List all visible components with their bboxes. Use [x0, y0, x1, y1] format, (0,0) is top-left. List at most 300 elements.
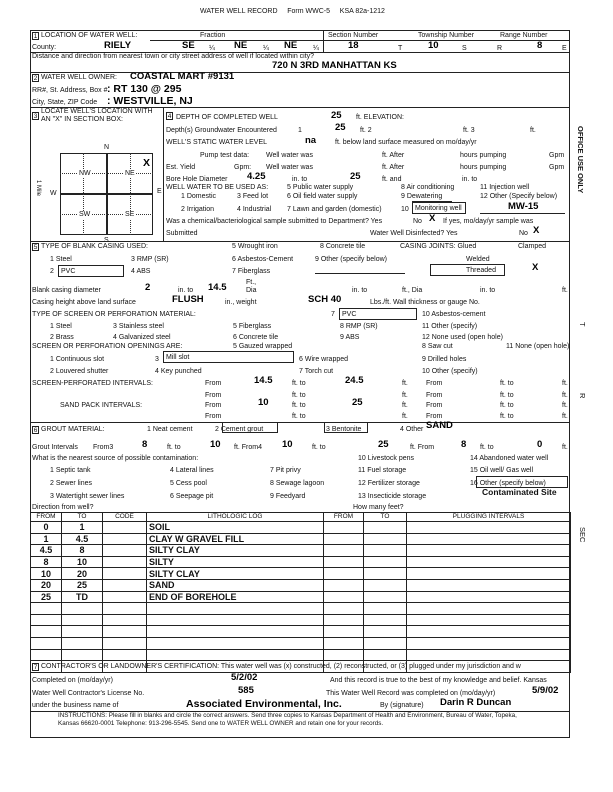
screen-7: 7: [331, 311, 335, 318]
grout-2-num: 2 Cement grout: [215, 426, 264, 433]
perf-row2-from: From: [205, 392, 222, 399]
nw-label: NW: [79, 170, 91, 177]
owner-label: WATER WELL OWNER:: [41, 74, 117, 81]
log-plug-to: [364, 649, 407, 661]
section-1-label: LOCATION OF WATER WELL:: [41, 32, 138, 39]
license-label: Water Well Contractor's License No.: [32, 690, 145, 697]
log-header-from: FROM: [31, 513, 62, 522]
grout-v4: 25: [378, 439, 389, 450]
log-from: [31, 649, 62, 661]
sand-ft-to: ft. to: [292, 402, 306, 409]
log-row: [31, 579, 571, 591]
locate-label-1: LOCATE WELL'S LOCATION WITH: [41, 108, 153, 115]
blank-dia-value: 2: [145, 282, 151, 293]
src-3: 3 Watertight sewer lines: [50, 493, 125, 500]
sand-ft-2: ft.: [562, 402, 568, 409]
owner-value: COASTAL MART #9131: [130, 71, 235, 82]
county-label: County:: [32, 44, 57, 51]
instructions-line-2: Kansas 66620-0001 Telephone: 913-296-5545. Send one to WATER WELL OWNER and retain one for your records.: [58, 720, 384, 727]
log-row: [31, 556, 571, 568]
use-4: 4 Industrial: [237, 206, 272, 213]
sand-row2-ft: ft.: [402, 413, 408, 420]
log-from: [31, 637, 62, 649]
pump-well-water: Well water was: [266, 152, 313, 159]
section-2-number: 2: [33, 75, 38, 82]
sand-pack-label: SAND PACK INTERVALS:: [60, 402, 143, 409]
log-plug-from: [324, 614, 364, 626]
use-2: 2 Irrigation: [181, 206, 215, 213]
log-from: 20: [31, 579, 62, 591]
opening-10: 10 Other (specify): [422, 368, 478, 375]
mile-label: 1 Mile: [35, 180, 41, 197]
pump-ft-after: ft. After: [382, 152, 405, 159]
side-sec-label: SEC: [578, 527, 587, 543]
log-plug-to: [364, 614, 407, 626]
use-7: 7 Lawn and garden (domestic): [287, 206, 382, 213]
license-value: 585: [238, 685, 254, 696]
casing-6: 6 Asbestos-Cement: [232, 256, 294, 263]
log-lithology: [147, 649, 324, 661]
r-label: R: [497, 45, 503, 52]
casing-type-label: TYPE OF BLANK CASING USED:: [41, 243, 148, 250]
ksa-number: KSA 82a-1212: [339, 8, 385, 15]
sand-row2-ft-to: ft. to: [292, 413, 306, 420]
log-lithology: SILTY CLAY: [147, 568, 324, 580]
bentonite-box: [324, 422, 368, 433]
submitted-label: Submitted: [166, 230, 198, 237]
log-plug-from: [324, 533, 364, 545]
screen-3: 3 Stainless steel: [113, 323, 164, 330]
use-3: 3 Feed lot: [237, 193, 269, 200]
use-9: 9 Dewatering: [401, 193, 443, 200]
log-row: [31, 568, 571, 580]
sand-from-label: From: [205, 402, 222, 409]
threaded-mark: X: [532, 262, 539, 273]
log-plug-to: [364, 545, 407, 557]
chem-no-label: No: [413, 218, 422, 225]
how-many-feet-label: How many feet?: [353, 504, 404, 511]
address-field: : RT 130 @ 295: [107, 83, 182, 95]
opening-6: 6 Wire wrapped: [299, 356, 349, 363]
disinfected-no-mark: X: [533, 225, 540, 236]
perf-to-value: 24.5: [345, 375, 364, 386]
log-to: [62, 626, 103, 638]
opening-4: 4 Key punched: [155, 368, 202, 375]
blank-dia-label: Blank casing diameter: [32, 287, 101, 294]
use-10: 10: [401, 206, 409, 213]
sand-row2-ft-2: ft.: [562, 413, 568, 420]
log-row: [31, 591, 571, 603]
log-row: [31, 649, 571, 661]
log-plug-from: [324, 637, 364, 649]
screen-5: 5 Fiberglass: [233, 323, 272, 330]
opening-11: 11 None (open hole): [506, 343, 570, 350]
disinfected-no-label: No: [519, 230, 528, 237]
log-row: [31, 614, 571, 626]
log-from: [31, 603, 62, 615]
quarter-2: NE: [234, 40, 248, 51]
signature-value: Darin R Duncan: [440, 697, 512, 708]
log-plugging: [407, 649, 571, 661]
grout-v3: 10: [282, 439, 293, 450]
contaminated-site: Contaminated Site: [482, 487, 557, 497]
t-label: T: [398, 45, 403, 52]
blank-in-to: in. to: [178, 287, 194, 294]
src-15: 15 Oil well/ Gas well: [470, 467, 534, 474]
log-plug-from: [324, 649, 364, 661]
log-to: 4.5: [62, 533, 103, 545]
range-value: 8: [537, 40, 543, 51]
screen-8: 8 RMP (SR): [340, 323, 378, 330]
sand-ft: ft.: [402, 402, 408, 409]
log-plugging: [407, 568, 571, 580]
fraction-label: Fraction: [200, 32, 226, 39]
chem-question: Was a chemical/bacteriological sample submitted to Department? Yes: [166, 218, 383, 225]
gw-3-label: ft. 3: [463, 127, 475, 134]
north-label: N: [104, 144, 110, 151]
title-text: WATER WELL RECORD: [200, 8, 278, 15]
yield-well-water: Well water was: [266, 164, 313, 171]
yield-label: Est. Yield: [166, 164, 196, 171]
log-plug-from: [324, 522, 364, 534]
log-code: [103, 556, 147, 568]
range-label: Range Number: [500, 32, 548, 39]
log-code: [103, 626, 147, 638]
log-plug-to: [364, 626, 407, 638]
log-plug-to: [364, 568, 407, 580]
gw-1-value: 25: [335, 122, 346, 133]
blank-in-to-3: in. to: [480, 287, 496, 294]
direction-label: Direction from well?: [32, 504, 94, 511]
monitoring-well-label: Monitoring well: [415, 205, 462, 212]
src-10: 10 Livestock pens: [358, 455, 415, 462]
chem-no-mark: X: [429, 213, 436, 224]
log-code: [103, 522, 147, 534]
casing-3: 3 RMP (SR): [131, 256, 169, 263]
bore-label: Bore Hole Diameter: [166, 176, 228, 183]
log-code: [103, 533, 147, 545]
log-code: [103, 614, 147, 626]
log-lithology: [147, 637, 324, 649]
section-value: 18: [348, 40, 359, 51]
log-lithology: [147, 603, 324, 615]
src-14: 14 Abandoned water well: [470, 455, 549, 462]
use-label: WELL WATER TO BE USED AS:: [166, 184, 269, 191]
screen-1: 1 Steel: [50, 323, 72, 330]
address-value: 720 N 3RD MANHATTAN KS: [272, 60, 397, 71]
quarter-3: NE: [284, 40, 298, 51]
log-to: [62, 603, 103, 615]
log-plugging: [407, 637, 571, 649]
perf-ft-1: ft.: [402, 380, 408, 387]
certification-text: CONTRACTOR'S OR LANDOWNER'S CERTIFICATION: This water well was (x) constructed, (2) reconstructed, or (3) plugged under my jurisdiction and w: [41, 663, 521, 670]
src-16: 16 Other (specify below): [470, 480, 546, 487]
perf-ft-2: ft.: [562, 380, 568, 387]
log-from: 4.5: [31, 545, 62, 557]
screen-10: 10 Asbestos-cement: [422, 311, 486, 318]
log-lithology: SILTY CLAY: [147, 545, 324, 557]
log-from: [31, 626, 62, 638]
blank-ft-dia-2: ft., Dia: [402, 287, 423, 294]
src-6: 6 Seepage pit: [170, 493, 214, 500]
sand-ft-to-2: ft. to: [500, 402, 514, 409]
east-label: E: [157, 188, 162, 195]
casing-height-value: FLUSH: [172, 294, 204, 305]
use-6: 6 Oil field water supply: [287, 193, 358, 200]
log-plug-from: [324, 568, 364, 580]
log-lithology: END OF BOREHOLE: [147, 591, 324, 603]
log-row: [31, 603, 571, 615]
log-lithology: CLAY W GRAVEL FILL: [147, 533, 324, 545]
log-code: [103, 591, 147, 603]
log-code: [103, 568, 147, 580]
gw-1-label: 1: [298, 127, 302, 134]
casing-height-label: Casing height above land surface: [32, 299, 136, 306]
form-number: Form WWC-5: [287, 8, 331, 15]
log-code: [103, 579, 147, 591]
west-label: W: [50, 190, 57, 197]
disinfected-label: Water Well Disinfected? Yes: [370, 230, 458, 237]
bore-to-value: 25: [350, 171, 361, 182]
section-7-number: 7: [33, 664, 38, 671]
chem-yes-date: If yes, mo/day/yr sample was: [443, 218, 534, 225]
gw-ft-label: ft.: [530, 127, 536, 134]
yield-gpm-2: Gpm: [549, 164, 565, 171]
grout-v6: 0: [537, 439, 543, 450]
quarter-mark-3: ¼: [313, 45, 319, 52]
use-5: 5 Public water supply: [287, 184, 354, 191]
opening-2: 2 Louvered shutter: [50, 368, 109, 375]
log-to: 20: [62, 568, 103, 580]
opening-9: 9 Drilled holes: [422, 356, 467, 363]
grout-3-num: 3 Bentonite: [326, 426, 362, 433]
mill-slot-label: Mill slot: [166, 354, 190, 361]
yield-ft-after: ft. After: [382, 164, 405, 171]
log-header-plug-to: TO: [364, 513, 407, 522]
grout-v2: 10: [210, 439, 221, 450]
business-name: Associated Environmental, Inc.: [186, 698, 342, 710]
completed-label: Completed on (mo/day/yr): [32, 677, 113, 684]
pump-hours: hours pumping: [460, 152, 507, 159]
log-plugging: [407, 603, 571, 615]
grout-ft-from: ft. From: [410, 444, 435, 451]
quarter-mark-1: ¼: [209, 45, 215, 52]
record-completed-label: This Water Well Record was completed on (mo/day/yr): [326, 690, 496, 697]
log-plug-to: [364, 533, 407, 545]
mw-value: MW-15: [508, 201, 539, 212]
grout-from4: ft. From4: [234, 444, 263, 451]
ne-label: NE: [125, 170, 135, 177]
log-header-code: CODE: [103, 513, 147, 522]
src-13: 13 Insecticide storage: [358, 493, 427, 500]
log-plug-from: [324, 603, 364, 615]
log-row: [31, 533, 571, 545]
log-plug-from: [324, 545, 364, 557]
log-lithology: [147, 626, 324, 638]
screen-2: 2 Brass: [50, 334, 74, 341]
township-value: 10: [428, 40, 439, 51]
log-plugging: [407, 545, 571, 557]
log-lithology: SOIL: [147, 522, 324, 534]
section-number-label: Section Number: [328, 32, 379, 39]
use-8: 8 Air conditioning: [401, 184, 455, 191]
log-header-to: TO: [62, 513, 103, 522]
log-plug-to: [364, 522, 407, 534]
src-2: 2 Sewer lines: [50, 480, 93, 487]
location-mark: X: [143, 157, 151, 169]
elevation-label: ft. ELEVATION:: [356, 114, 404, 121]
log-plug-from: [324, 556, 364, 568]
log-code: [103, 603, 147, 615]
sand-to-value: 25: [352, 397, 363, 408]
perf-row2-ft: ft.: [402, 392, 408, 399]
log-to: 25: [62, 579, 103, 591]
log-code: [103, 545, 147, 557]
perf-from-value: 14.5: [254, 375, 273, 386]
src-4: 4 Lateral lines: [170, 467, 214, 474]
joints-clamped: Clamped: [518, 243, 547, 250]
log-to: [62, 637, 103, 649]
south-label: S: [104, 237, 109, 244]
depth-label: DEPTH OF COMPLETED WELL: [176, 114, 278, 121]
log-plugging: [407, 579, 571, 591]
grout-4: 4 Other: [400, 426, 424, 433]
bore-ft-and: ft. and: [382, 176, 402, 183]
opening-5: 5 Gauzed wrapped: [233, 343, 293, 350]
yield-hours: hours pumping: [460, 164, 507, 171]
perf-row2-ft-to-2: ft. to: [500, 392, 514, 399]
log-plug-from: [324, 591, 364, 603]
log-from: 0: [31, 522, 62, 534]
casing-1: 1 Steel: [50, 256, 72, 263]
log-to: 1: [62, 522, 103, 534]
log-to: 8: [62, 545, 103, 557]
log-from: 8: [31, 556, 62, 568]
perf-ft-to: ft. to: [292, 380, 306, 387]
office-use-label: OFFICE USE ONLY: [576, 126, 585, 194]
src-9: 9 Feedyard: [270, 493, 306, 500]
perf-from-label: From: [205, 380, 222, 387]
pump-gpm: Gpm: [549, 152, 565, 159]
pvc-label: PVC: [61, 268, 76, 275]
sand-row2-from: From: [205, 413, 222, 420]
side-r-label: R: [578, 393, 587, 399]
casing-9: 9 Other (specify below): [315, 256, 387, 263]
perf-row2-ft-2: ft.: [562, 392, 568, 399]
section-3-number: 3: [33, 113, 38, 120]
casing-5: 5 Wrought iron: [232, 243, 278, 250]
grout-v5: 8: [461, 439, 467, 450]
perf-ft-to-2: ft. to: [500, 380, 514, 387]
casing-2: 2: [50, 268, 54, 275]
log-to: [62, 649, 103, 661]
blank-ft: ft.: [562, 287, 568, 294]
log-from: 25: [31, 591, 62, 603]
src-1: 1 Septic tank: [50, 467, 91, 474]
log-row: [31, 626, 571, 638]
use-1: 1 Domestic: [181, 193, 217, 200]
sand-from-value: 10: [258, 397, 269, 408]
openings-label: SCREEN OR PERFORATION OPENINGS ARE:: [32, 343, 183, 350]
weight-value: SCH 40: [308, 294, 342, 305]
use-12: 12 Other (Specify below): [480, 193, 558, 200]
opening-8: 8 Saw cut: [422, 343, 453, 350]
blank-to-value: 14.5: [208, 282, 227, 293]
grout-v1: 8: [142, 439, 148, 450]
form-title: [200, 8, 385, 16]
static-label: WELL'S STATIC WATER LEVEL: [166, 139, 268, 146]
log-to: [62, 614, 103, 626]
log-to: TD: [62, 591, 103, 603]
static-rest-label: ft. below land surface measured on mo/day/yr: [335, 139, 477, 146]
log-lithology: [147, 614, 324, 626]
log-plugging: [407, 626, 571, 638]
log-plug-to: [364, 603, 407, 615]
log-from: [31, 614, 62, 626]
grout-1: 1 Neat cement: [147, 426, 193, 433]
blank-ft-dia: Ft., Dia: [246, 279, 257, 295]
sand-row2-ft-to-2: ft. to: [500, 413, 514, 420]
log-from: 10: [31, 568, 62, 580]
gw-2-label: ft. 2: [360, 127, 372, 134]
bore-value: 4.25: [247, 171, 266, 182]
src-7: 7 Pit privy: [270, 467, 301, 474]
use-11: 11 Injection well: [480, 184, 530, 191]
grout-ft-to-3: ft. to: [480, 444, 494, 451]
quarter-1: SE: [182, 40, 195, 51]
record-true-text: And this record is true to the best of my knowledge and belief. Kansas: [330, 677, 547, 684]
contamination-label: What is the nearest source of possible contamination:: [32, 455, 199, 462]
county-value: RIELY: [104, 40, 132, 51]
log-header-lithologic: LITHOLOGIC LOG: [147, 513, 324, 522]
depth-value: 25: [331, 110, 342, 121]
locate-label-2: AN "X" IN SECTION BOX:: [41, 116, 123, 123]
perf-label: SCREEN-PERFORATED INTERVALS:: [32, 380, 153, 387]
log-code: [103, 637, 147, 649]
e-label: E: [562, 45, 567, 52]
screen-type-label: TYPE OF SCREEN OR PERFORATION MATERIAL:: [32, 311, 196, 318]
grout-from3: From3: [93, 444, 114, 451]
log-lithology: SAND: [147, 579, 324, 591]
instructions-line-1: INSTRUCTIONS: Please fill in blanks and circle the correct answers. Send three copies to Kansas Department of Health and Environment, Bureau of Water, Topeka,: [58, 712, 517, 719]
screen-6: 6 Concrete tile: [233, 334, 279, 341]
log-plug-to: [364, 556, 407, 568]
signature-label: By (signature): [380, 702, 424, 709]
section-1-number: 1: [33, 33, 38, 40]
groundwater-label: Depth(s) Groundwater Encountered: [166, 127, 277, 134]
log-to: 10: [62, 556, 103, 568]
wall-label: Lbs./ft. Wall thickness or gauge No.: [370, 299, 480, 306]
bore-in-to: in. to: [292, 176, 308, 183]
opening-7: 7 Torch cut: [299, 368, 334, 375]
quarter-mark-2: ¼: [263, 45, 269, 52]
log-row: [31, 637, 571, 649]
se-label: SE: [125, 211, 135, 218]
joints-welded: Welded: [466, 256, 490, 263]
perf-row2-ft-to: ft. to: [292, 392, 306, 399]
log-plugging: [407, 614, 571, 626]
src-5: 5 Cess pool: [170, 480, 207, 487]
log-header-plug-from: FROM: [324, 513, 364, 522]
log-plug-to: [364, 579, 407, 591]
sand-row2-from-2: From: [426, 413, 443, 420]
log-plug-from: [324, 626, 364, 638]
log-plugging: [407, 556, 571, 568]
log-code: [103, 649, 147, 661]
grout-other-value: SAND: [426, 420, 453, 431]
lithologic-log-table: [30, 512, 571, 673]
screen-11: 11 Other (specify): [422, 323, 478, 330]
